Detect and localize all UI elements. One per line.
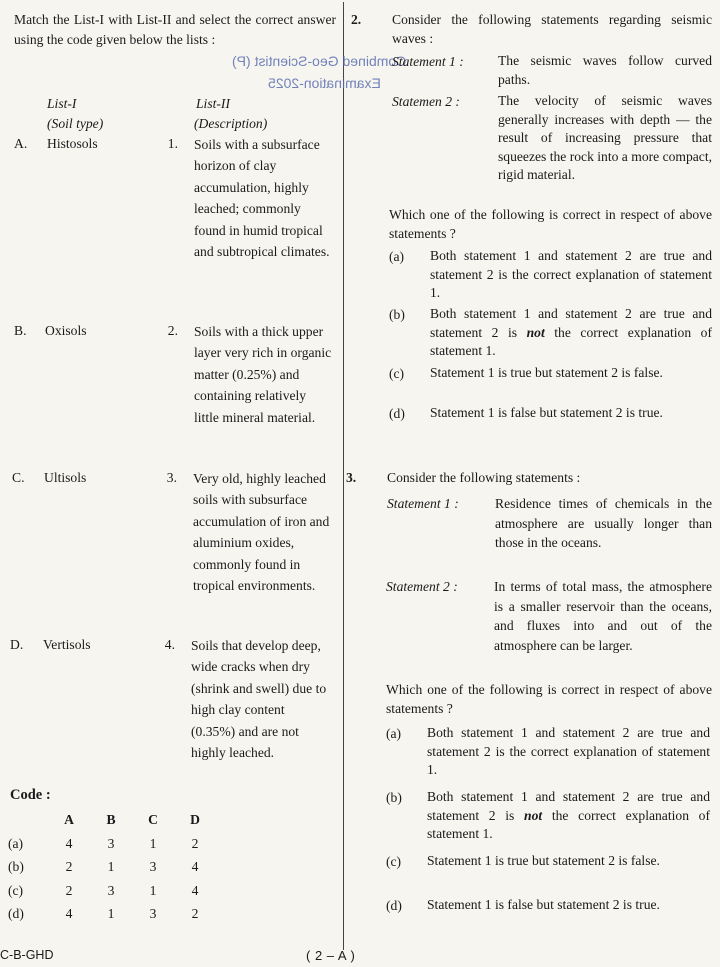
q2-question: Which one of the following is correct in respect of above statements ? — [389, 207, 712, 241]
code-header-d: D — [190, 812, 200, 828]
item-d-letter: D. — [10, 637, 24, 652]
code-row — [0, 832, 216, 856]
desc-3-text: Very old, highly leached soils with subsurface accumulation of iron and aluminium oxides, commonly found in tropical environments. — [193, 471, 330, 594]
q3-option-a-label: (a) — [386, 726, 402, 741]
code-cell: 4 — [65, 835, 73, 851]
code-title: Code : — [10, 787, 51, 803]
code-cell: 1 — [149, 835, 157, 851]
code-header-c: C — [148, 812, 158, 828]
code-row — [0, 879, 216, 903]
list1-subheading: (Soil type) — [47, 116, 104, 131]
q3-statement1-label: Statement 1 : — [387, 496, 459, 511]
page-number: ( 2 – A ) — [306, 948, 356, 963]
code-cell: 1 — [107, 859, 115, 875]
q3-statement2-text: In terms of total mass, the atmosphere is a smaller reservoir than the oceans, and fluxes into and out of the atmosphere can be larger. — [494, 579, 712, 653]
q2-statement1-label: Statement 1 : — [392, 54, 464, 69]
item-a-name: Histosols — [47, 136, 98, 151]
q2-option-d-text: Statement 1 is false but statement 2 is true. — [430, 405, 663, 420]
booklet-code: C-B-GHD — [0, 948, 54, 962]
code-cell: 2 — [65, 882, 73, 898]
code-cell: 1 — [149, 882, 157, 898]
watermark-line-1: Combined Geo-Scientist (P) — [232, 53, 407, 69]
code-row — [0, 902, 216, 926]
q3-number: 3. — [346, 470, 357, 485]
q2-number: 2. — [351, 12, 362, 27]
code-cell: 3 — [107, 882, 115, 898]
column-divider — [343, 2, 344, 950]
code-cell: 2 — [65, 859, 73, 875]
q3-question: Which one of the following is correct in respect of above statements ? — [386, 682, 712, 716]
list2-subheading: (Description) — [194, 116, 268, 131]
desc-3-num: 3. — [166, 470, 177, 485]
item-b-letter: B. — [14, 323, 27, 338]
list2-heading: List-II — [196, 96, 230, 111]
code-cell: 1 — [107, 906, 115, 922]
q3-statement1-text: Residence times of chemicals in the atmosphere are usually longer than those in the oceans. — [495, 496, 712, 550]
desc-4-text: Soils that develop deep, wide cracks when dry (shrink and swell) due to high clay content (0.35%) and are not highly leached. — [191, 638, 327, 761]
q3-option-d-label: (d) — [386, 898, 402, 913]
item-c-name: Ultisols — [44, 470, 87, 485]
q3-statement2-label: Statement 2 : — [386, 579, 458, 594]
code-header-row — [0, 808, 216, 832]
code-cell: 2 — [191, 906, 199, 922]
item-c-letter: C. — [12, 470, 25, 485]
code-row — [0, 855, 216, 879]
q2-option-d-label: (d) — [389, 406, 405, 421]
q2-option-a-text: Both statement 1 and statement 2 are true and statement 2 is the correct explanation of statement 1. — [430, 248, 712, 300]
q3-stem: Consider the following statements : — [387, 470, 581, 485]
q2-statement1-text: The seismic waves follow curved paths. — [498, 53, 712, 87]
desc-1-num: 1. — [167, 136, 178, 151]
q3-option-b-label: (b) — [386, 790, 402, 805]
code-cell: 3 — [149, 859, 157, 875]
desc-1-text: Soils with a subsurface horizon of clay accumulation, highly leached; commonly found in humid tropical and subtropical climates. — [194, 137, 330, 260]
q2-option-c-label: (c) — [389, 366, 405, 381]
code-cell: 4 — [191, 859, 199, 875]
item-d-name: Vertisols — [43, 637, 91, 652]
q2-option-b-label: (b) — [389, 307, 405, 322]
answer-code-table — [0, 808, 216, 926]
code-option-label: (d) — [8, 906, 24, 922]
q2-option-c-text: Statement 1 is true but statement 2 is false. — [430, 365, 663, 380]
code-cell: 3 — [149, 906, 157, 922]
desc-2-text: Soils with a thick upper layer very rich in organic matter (0.25%) and containing relatively little mineral material. — [194, 324, 332, 425]
code-cell: 4 — [65, 906, 73, 922]
q3-option-c-text: Statement 1 is true but statement 2 is false. — [427, 853, 660, 868]
code-option-label: (b) — [8, 859, 24, 875]
code-option-label: (a) — [8, 835, 24, 851]
desc-2-num: 2. — [167, 323, 178, 338]
watermark-line-2: Examination-2025 — [268, 75, 381, 91]
q2-stem: Consider the following statements regarding seismic waves : — [392, 12, 712, 46]
q3-option-b-text: Both statement 1 and statement 2 are true and statement 2 is not the correct explanation of statement 1. — [427, 789, 711, 841]
code-header-a: A — [64, 812, 74, 828]
q1-intro: Match the List-I with List-II and select the correct answer using the code given below the lists : — [14, 12, 336, 47]
item-b-name: Oxisols — [45, 323, 87, 338]
q2-statement2-text: The velocity of seismic waves generally increases with depth — the result of increasing pressure that squeezes the rock into a more compact, rigid material. — [498, 93, 713, 182]
q3-option-c-label: (c) — [386, 854, 402, 869]
list1-heading: List-I — [47, 96, 77, 111]
code-header-b: B — [106, 812, 116, 828]
q3-option-a-text: Both statement 1 and statement 2 are true and statement 2 is the correct explanation of statement 1. — [427, 725, 710, 777]
desc-4-num: 4. — [164, 637, 175, 652]
q2-option-a-label: (a) — [389, 249, 405, 264]
code-cell: 2 — [191, 835, 199, 851]
q2-statement2-label: Statemen 2 : — [392, 94, 460, 109]
q2-option-b-text: Both statement 1 and statement 2 are true and statement 2 is not the correct explanation of statement 1. — [430, 306, 712, 358]
q3-option-d-text: Statement 1 is false but statement 2 is true. — [427, 897, 660, 912]
item-a-letter: A. — [14, 136, 28, 151]
code-option-label: (c) — [8, 882, 24, 898]
code-cell: 3 — [107, 835, 115, 851]
code-cell: 4 — [191, 882, 199, 898]
